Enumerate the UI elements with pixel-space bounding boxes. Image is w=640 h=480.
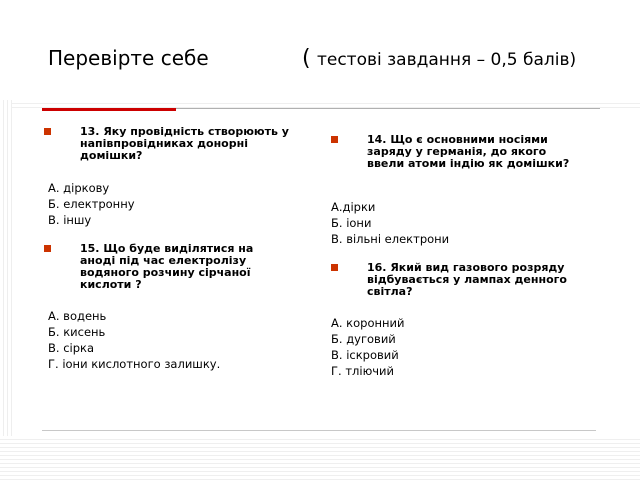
answer-14-b: Б. іони xyxy=(331,216,372,230)
answer-16-a: А. коронний xyxy=(331,316,405,330)
bullet-icon xyxy=(44,245,51,252)
bullet-icon xyxy=(44,128,51,135)
answer-16-c: В. іскровий xyxy=(331,348,399,362)
answer-13-b: Б. електронну xyxy=(48,197,135,211)
question-15-text: 15. Що буде виділятися на аноді під час електролізу водяного розчину сірчаної кислоти ? xyxy=(80,242,254,291)
subtitle-text: тестові завдання – 0,5 балів) xyxy=(316,50,577,70)
question-16 xyxy=(335,262,591,298)
accent-rule xyxy=(42,108,176,111)
answer-16-d: Г. тліючий xyxy=(331,364,394,378)
question-14-text-wrap xyxy=(335,134,581,170)
question-15-answers xyxy=(48,309,318,372)
answer-16-b: Б. дуговий xyxy=(331,332,396,346)
footer-stripes xyxy=(0,436,640,480)
question-16-text: 16. Який вид газового розряду відбувається у лампах денного світла? xyxy=(367,261,567,298)
slide-subtitle xyxy=(302,46,576,71)
slide-header xyxy=(0,0,640,100)
question-13-answers xyxy=(48,181,318,228)
bullet-icon xyxy=(331,264,338,271)
question-15-text-wrap xyxy=(48,243,288,291)
answer-13-a: А. діркову xyxy=(48,181,110,195)
question-14-text: 14. Що є основними носіями заряду у германія, до якого ввели атоми індію як домішки? xyxy=(367,133,570,170)
question-13-text: 13. Яку провідність створюють у напівпровідниках донорні домішки? xyxy=(80,125,289,162)
slide-title: Перевірте себе xyxy=(48,46,209,70)
answer-14-a: А.дірки xyxy=(331,200,376,214)
question-13-text-wrap xyxy=(48,126,310,162)
answer-15-b: Б. кисень xyxy=(48,325,106,339)
question-16-answers xyxy=(331,316,601,379)
footer-rule xyxy=(42,430,596,431)
subtitle-paren: ( xyxy=(302,46,311,71)
answer-15-d: Г. іони кислотного залишку. xyxy=(48,357,221,371)
answer-14-c: В. вільні електрони xyxy=(331,232,450,246)
answer-15-c: В. сірка xyxy=(48,341,95,355)
left-stripes xyxy=(0,100,12,480)
answer-13-c: В. іншу xyxy=(48,213,92,227)
question-14 xyxy=(335,134,581,170)
bullet-icon xyxy=(331,136,338,143)
answer-15-a: А. водень xyxy=(48,309,107,323)
question-13 xyxy=(48,126,310,162)
question-14-answers xyxy=(331,200,601,247)
question-15 xyxy=(48,243,288,291)
header-rule xyxy=(176,108,600,109)
question-16-text-wrap xyxy=(335,262,591,298)
